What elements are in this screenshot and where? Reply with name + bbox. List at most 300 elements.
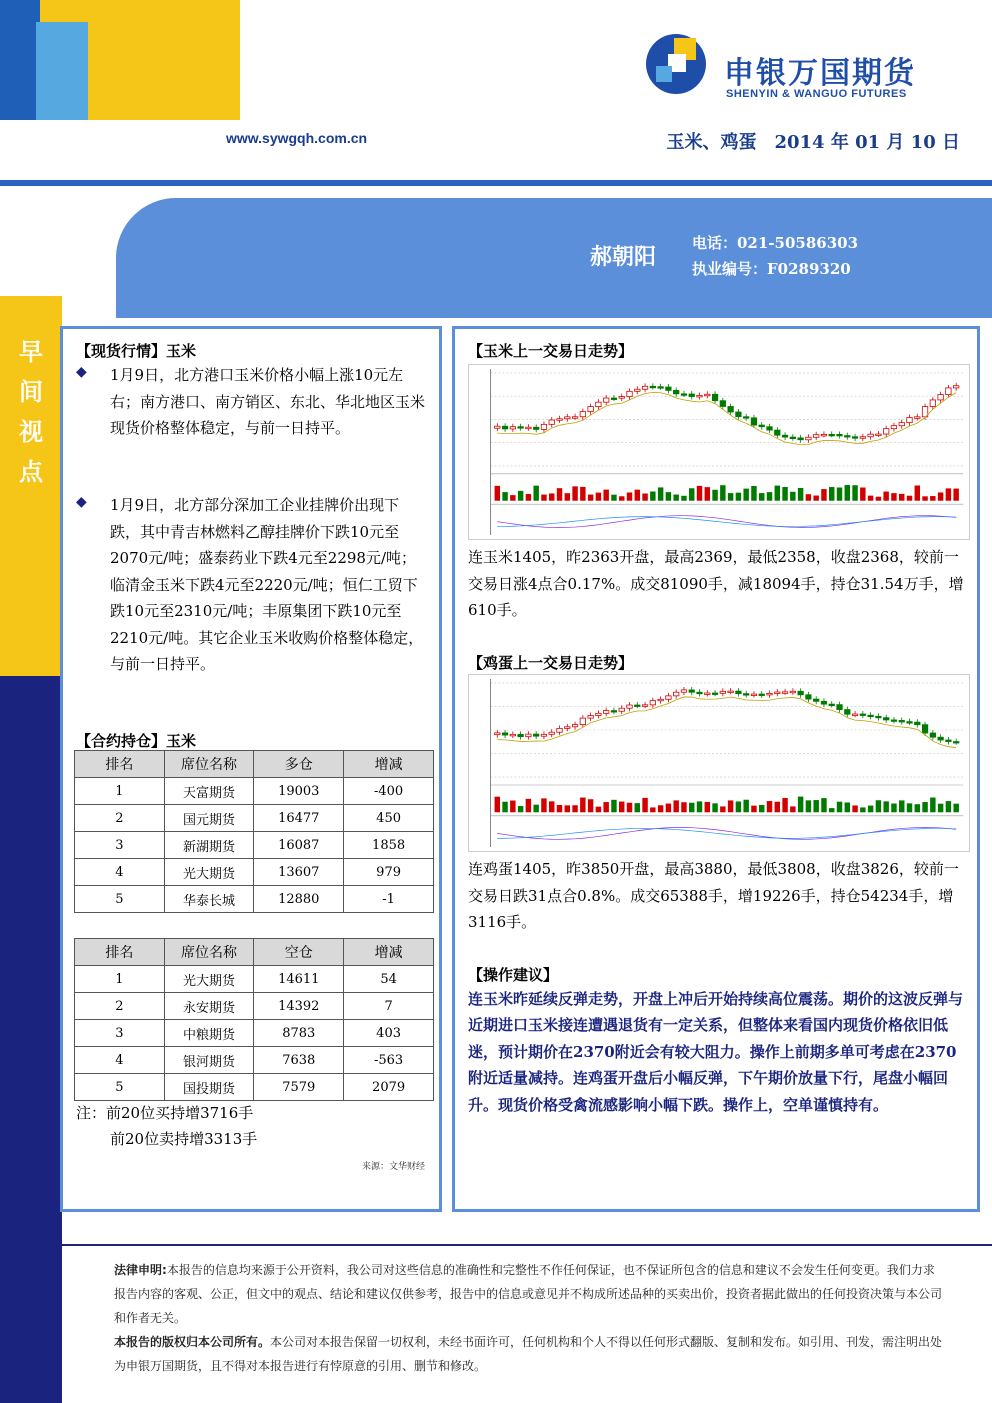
candle-body — [759, 694, 764, 695]
volume-bar — [806, 494, 811, 500]
candle-body — [852, 437, 857, 438]
volume-bar — [635, 803, 640, 812]
candle-body — [790, 437, 795, 438]
analyst-name: 郝朝阳 — [590, 245, 657, 270]
table-row — [75, 805, 434, 832]
moving-average-line — [497, 697, 956, 748]
volume-bar — [596, 493, 601, 501]
table-cell: 永安期货 — [164, 993, 254, 1020]
volume-bar — [790, 806, 795, 812]
volume-bar — [518, 806, 523, 812]
candle-body — [868, 715, 873, 716]
candle-body — [837, 705, 842, 710]
candle-body — [705, 394, 710, 395]
side-band-navy — [0, 676, 62, 1403]
candle-body — [541, 734, 546, 736]
table-cell: 12880 — [254, 886, 344, 913]
volume-bar — [813, 800, 818, 812]
volume-bar — [666, 492, 671, 501]
candle-body — [689, 690, 694, 692]
volume-bar — [689, 803, 694, 813]
candle-body — [565, 417, 570, 419]
table-row — [75, 778, 434, 805]
candle-body — [658, 699, 663, 700]
candle-body — [915, 722, 920, 725]
volume-bar — [611, 495, 616, 501]
candle-body — [953, 742, 958, 743]
table-cell: 1 — [75, 778, 165, 805]
table-cell: 光大期货 — [164, 859, 254, 886]
table-cell: 国投期货 — [164, 1074, 254, 1101]
candle-body — [697, 395, 702, 396]
volume-bar — [495, 486, 500, 501]
volume-bar — [845, 802, 850, 812]
candle-body — [658, 387, 663, 388]
legal-paragraph-2 — [114, 1330, 944, 1378]
legal-heading: 法律申明: — [114, 1263, 167, 1277]
candle-body — [899, 423, 904, 426]
candle-body — [650, 386, 655, 387]
candle-body — [549, 732, 554, 734]
candle-body — [502, 733, 507, 735]
candle-body — [533, 427, 538, 429]
volume-bar — [720, 806, 725, 812]
volume-bar — [821, 798, 826, 812]
volume-bar — [883, 801, 888, 812]
volume-bar — [953, 804, 958, 813]
volume-bar — [673, 800, 678, 812]
candle-body — [572, 725, 577, 727]
candle-body — [642, 386, 647, 389]
volume-bar — [821, 489, 826, 501]
candle-body — [883, 429, 888, 434]
volume-bar — [899, 800, 904, 812]
candle-body — [821, 434, 826, 435]
volume-bar — [876, 800, 881, 812]
spot-heading: 【现货行情】玉米 — [76, 342, 197, 360]
candle-body — [806, 695, 811, 699]
candle-body — [557, 728, 562, 732]
candle-body — [922, 725, 927, 733]
legal-paragraph-1 — [114, 1258, 944, 1330]
volume-bar — [860, 807, 865, 812]
volume-bar — [642, 494, 647, 501]
table-cell: 14392 — [254, 993, 344, 1020]
candle-body — [946, 388, 951, 395]
candle-body — [743, 417, 748, 418]
candle-body — [915, 417, 920, 418]
candle-body — [829, 434, 834, 435]
egg-summary: 连鸡蛋1405，昨3850开盘，最高3880，最低3808，收盘3826，较前一交易日跌31点合0.8%。成交65388手，增19226手，持仓54234手，增3116手。 — [468, 860, 959, 931]
volume-bar — [549, 801, 554, 812]
volume-bar — [712, 490, 717, 501]
volume-bar — [852, 805, 857, 812]
candle-body — [510, 734, 515, 735]
candle-body — [728, 406, 733, 412]
table-cell: 7579 — [254, 1074, 344, 1101]
volume-bar — [938, 804, 943, 813]
table-cell: 国元期货 — [164, 805, 254, 832]
table-cell: 16477 — [254, 805, 344, 832]
analyst-contact — [692, 230, 858, 282]
indicator-line — [497, 516, 956, 528]
table-row — [75, 993, 434, 1020]
table-cell: -563 — [344, 1047, 434, 1074]
table-header-cell: 排名 — [75, 939, 165, 966]
copyright-text: 本公司对本报告保留一切权利，未经书面许可，任何机构和个人不得以任何形式翻版、复制和发布。如引用、刊发，需注明出处为申银万国期货，且不得对本报告进行有悖原意的引用、删节和修改。 — [114, 1335, 943, 1373]
candle-body — [518, 734, 523, 736]
candle-body — [728, 691, 733, 692]
candle-body — [798, 438, 803, 440]
volume-bar — [891, 493, 896, 501]
volume-bar — [588, 799, 593, 812]
candle-body — [619, 397, 624, 399]
side-label — [14, 332, 48, 492]
volume-bar — [635, 490, 640, 501]
candle-body — [596, 402, 601, 406]
volume-bar — [806, 800, 811, 812]
candle-body — [720, 691, 725, 693]
candle-body — [541, 424, 546, 429]
volume-bar — [510, 495, 515, 501]
volume-bar — [673, 495, 678, 501]
website-link[interactable]: www.sywgqh.com.cn — [226, 130, 368, 146]
spot-bullet-text: 1月9日，北方部分深加工企业挂牌价出现下跌，其中青吉林燃料乙醇挂牌价下跌10元至2070元/吨；盛泰药业下跌4元至2298元/吨；临清金玉米下跌4元至2220元/吨；恒仁工贸下跌10元至2310元/吨；丰原集团下跌10元至2210元/吨。其它企业玉米收购价格整体稳定，与前一日持平。 — [110, 496, 424, 673]
data-source: 来源：文华财经 — [362, 1162, 426, 1172]
table-row — [75, 832, 434, 859]
volume-bar — [837, 488, 842, 501]
candle-body — [868, 434, 873, 437]
volume-bar — [697, 801, 702, 812]
volume-bar — [720, 485, 725, 501]
volume-bar — [666, 804, 671, 813]
candle-body — [852, 714, 857, 715]
volume-bar — [852, 485, 857, 500]
candle-body — [876, 716, 881, 717]
candle-body — [666, 696, 671, 699]
short-position-table — [74, 938, 434, 1101]
volume-bar — [518, 491, 523, 501]
volume-bar — [922, 496, 927, 500]
candle-body — [953, 386, 958, 388]
side-band-white — [0, 186, 62, 296]
table-header-cell: 增减 — [344, 751, 434, 778]
table-cell: 1 — [75, 966, 165, 993]
table-cell: 14611 — [254, 966, 344, 993]
side-label-char: 早 — [19, 337, 43, 366]
diamond-icon: ◆ — [76, 364, 87, 380]
volume-bar — [775, 486, 780, 501]
table-cell: 4 — [75, 1047, 165, 1074]
corn-heading: 【玉米上一交易日走势】 — [468, 342, 634, 360]
volume-bar — [775, 802, 780, 813]
volume-bar — [743, 489, 748, 501]
table-row — [75, 859, 434, 886]
candle-body — [790, 691, 795, 692]
candle-body — [526, 427, 531, 428]
table-cell: 7 — [344, 993, 434, 1020]
volume-bar — [681, 496, 686, 501]
volume-bar — [619, 802, 624, 813]
candle-body — [635, 705, 640, 706]
candle-body — [806, 437, 811, 440]
volume-bar — [736, 493, 741, 501]
egg-candlestick-chart — [468, 674, 970, 852]
volume-bar — [907, 496, 912, 501]
candle-body — [580, 412, 585, 417]
volume-bar — [533, 486, 538, 501]
volume-bar — [510, 801, 515, 813]
candle-body — [526, 734, 531, 737]
table-row — [75, 1047, 434, 1074]
table-cell: 19003 — [254, 778, 344, 805]
volume-bar — [728, 800, 733, 812]
candle-body — [946, 740, 951, 742]
long-position-table — [74, 750, 434, 913]
candle-body — [751, 694, 756, 695]
volume-bar — [642, 798, 647, 812]
volume-bar — [502, 802, 507, 813]
candle-body — [891, 426, 896, 429]
table-cell: 5 — [75, 886, 165, 913]
volume-bar — [603, 490, 608, 501]
table-cell: 403 — [344, 1020, 434, 1047]
volume-bar — [697, 486, 702, 501]
candle-body — [883, 718, 888, 720]
table-header-row — [75, 939, 434, 966]
candle-body — [782, 435, 787, 437]
candle-body — [596, 713, 601, 715]
table-cell: 光大期货 — [164, 966, 254, 993]
volume-bar — [712, 803, 717, 812]
candle-body — [603, 398, 608, 402]
volume-bar — [572, 486, 577, 500]
volume-bar — [728, 493, 733, 501]
copyright-heading: 本报告的版权归本公司所有。 — [114, 1335, 271, 1349]
analyst-banner — [116, 198, 992, 318]
holdings-note-2: 前20位卖持增3313手 — [110, 1130, 258, 1148]
volume-bar — [751, 486, 756, 501]
candle-body — [767, 427, 772, 430]
candle-body — [712, 394, 717, 400]
volume-bar — [495, 797, 500, 813]
advice-text: 连玉米昨延续反弹走势，开盘上冲后开始持续高位震荡。期价的这波反弹与近期进口玉米接连遭遇退货有一定关系，但整体来看国内现货价格依旧低迷，预计期价在2370附近会有较大阻力。操作上前期多单可考虑在2370附近适量减持。连鸡蛋开盘后小幅反弹，下午期价放量下行，尾盘小幅回升。现货价格受禽流感影响小幅下跌。操作上，空单谨慎持有。 — [468, 990, 964, 1114]
volume-bar — [767, 801, 772, 812]
volume-bar — [829, 487, 834, 501]
table-cell: 8783 — [254, 1020, 344, 1047]
candle-body — [845, 710, 850, 715]
volume-bar — [938, 492, 943, 500]
candle-body — [619, 708, 624, 711]
candle-body — [798, 691, 803, 695]
table-cell: 华泰长城 — [164, 886, 254, 913]
volume-bar — [837, 802, 842, 813]
candle-body — [495, 733, 500, 735]
candle-body — [518, 427, 523, 428]
analyst-phone: 电话：021-50586303 — [692, 234, 859, 252]
side-label-char: 点 — [19, 457, 43, 486]
table-cell: 2 — [75, 805, 165, 832]
volume-bar — [541, 798, 546, 812]
table-cell: 54 — [344, 966, 434, 993]
table-header-cell: 增减 — [344, 939, 434, 966]
table-cell: 13607 — [254, 859, 344, 886]
volume-bar — [922, 802, 927, 812]
candle-body — [603, 711, 608, 714]
egg-heading: 【鸡蛋上一交易日走势】 — [468, 654, 634, 672]
candle-body — [720, 401, 725, 407]
footer-divider — [62, 1244, 992, 1246]
spot-bullet-text: 1月9日，北方港口玉米价格小幅上涨10元左右；南方港口、南方销区、东北、华北地区玉米现货价格整体稳定，与前一日持平。 — [110, 366, 426, 437]
volume-bar — [526, 799, 531, 812]
volume-bar — [627, 803, 632, 813]
volume-bar — [557, 805, 562, 812]
candle-body — [627, 705, 632, 708]
volume-bar — [915, 485, 920, 500]
table-cell: -400 — [344, 778, 434, 805]
candle-body — [775, 692, 780, 693]
volume-bar — [891, 804, 896, 813]
table-header-cell: 空仓 — [254, 939, 344, 966]
table-cell: 3 — [75, 832, 165, 859]
brand-name-en: SHENYIN & WANGUO FUTURES — [726, 88, 907, 100]
volume-bar — [689, 488, 694, 500]
candle-body — [759, 425, 764, 427]
volume-bar — [541, 495, 546, 501]
volume-bar — [565, 493, 570, 501]
candle-body — [673, 390, 678, 393]
volume-bar — [549, 493, 554, 500]
candle-body — [502, 426, 507, 429]
volume-bar — [526, 494, 531, 501]
spot-bullet-1 — [76, 362, 430, 442]
table-cell: 979 — [344, 859, 434, 886]
table-cell: -1 — [344, 886, 434, 913]
volume-bar — [953, 489, 958, 501]
candle-body — [650, 701, 655, 705]
side-label-char: 间 — [19, 377, 43, 406]
indicator-line — [497, 827, 956, 839]
volume-bar — [580, 487, 585, 501]
volume-bar — [705, 802, 710, 812]
candle-body — [681, 394, 686, 395]
volume-bar — [868, 496, 873, 501]
candle-body — [697, 692, 702, 693]
candle-body — [813, 699, 818, 701]
volume-bar — [860, 488, 865, 501]
table-cell: 2079 — [344, 1074, 434, 1101]
candle-body — [580, 718, 585, 725]
candle-body — [689, 394, 694, 397]
candle-body — [736, 412, 741, 417]
legal-disclaimer — [114, 1258, 944, 1378]
candle-body — [549, 420, 554, 424]
volume-bar — [767, 492, 772, 501]
candle-body — [572, 417, 577, 418]
volume-bar — [611, 800, 616, 812]
table-header-cell: 多仓 — [254, 751, 344, 778]
volume-bar — [907, 803, 912, 812]
analyst-license: 执业编号：F0289320 — [692, 260, 851, 278]
volume-bar — [782, 487, 787, 501]
table-header-cell: 席位名称 — [164, 939, 254, 966]
candle-body — [821, 701, 826, 704]
volume-bar — [798, 488, 803, 501]
candle-body — [736, 691, 741, 694]
holdings-heading: 【合约持仓】玉米 — [76, 732, 197, 750]
volume-bar — [619, 496, 624, 500]
candle-body — [767, 693, 772, 695]
candle-body — [712, 693, 717, 694]
table-cell: 天富期货 — [164, 778, 254, 805]
volume-bar — [596, 807, 601, 813]
legal-text: 本报告的信息均来源于公开资料，我公司对这些信息的准确性和完整性不作任何保证，也不保证所包含的信息和建议不会发生任何变更。我们力求报告内容的客观、公正，但文中的观点、结论和建议仅供参考，报告中的信息或意见并不构成所述品种的买卖出价，投资者据此做出的任何投资决策与本公司和作者无关。 — [114, 1263, 943, 1325]
volume-bar — [572, 805, 577, 812]
volume-bar — [627, 492, 632, 500]
volume-bar — [580, 798, 585, 813]
volume-bar — [759, 493, 764, 501]
candle-body — [930, 733, 935, 737]
corn-candlestick-chart — [468, 364, 970, 540]
candle-body — [813, 435, 818, 438]
corn-summary: 连玉米1405，昨2363开盘，最高2369，最低2358，收盘2368，较前一交易日涨4点合0.17%。成交81090手，减18094手，持仓31.54万手，增610手。 — [468, 548, 964, 619]
candle-body — [930, 400, 935, 407]
candle-body — [907, 417, 912, 422]
candle-body — [705, 693, 710, 694]
header-decoration-lightblue — [36, 22, 88, 120]
volume-bar — [915, 804, 920, 812]
table-cell: 1858 — [344, 832, 434, 859]
volume-bar — [790, 492, 795, 501]
table-row — [75, 1074, 434, 1101]
volume-bar — [751, 806, 756, 813]
table-cell: 3 — [75, 1020, 165, 1047]
volume-bar — [736, 801, 741, 812]
candle-body — [627, 391, 632, 396]
volume-bar — [946, 488, 951, 500]
candle-body — [860, 437, 865, 438]
table-header-cell: 席位名称 — [164, 751, 254, 778]
candle-body — [673, 692, 678, 696]
volume-bar — [845, 485, 850, 501]
candle-body — [533, 734, 538, 736]
volume-bar — [930, 496, 935, 501]
volume-bar — [876, 497, 881, 501]
table-cell: 5 — [75, 1074, 165, 1101]
table-cell: 16087 — [254, 832, 344, 859]
volume-bar — [782, 798, 787, 812]
header-divider — [0, 180, 992, 186]
volume-bar — [681, 802, 686, 812]
table-cell: 4 — [75, 859, 165, 886]
volume-bar — [798, 797, 803, 813]
table-row — [75, 966, 434, 993]
table-cell: 450 — [344, 805, 434, 832]
table-cell: 银河期货 — [164, 1047, 254, 1074]
table-header-row — [75, 751, 434, 778]
diamond-icon: ◆ — [76, 494, 87, 510]
candle-body — [611, 711, 616, 712]
candle-body — [891, 720, 896, 721]
volume-bar — [502, 492, 507, 501]
volume-bar — [588, 495, 593, 501]
table-header-cell: 排名 — [75, 751, 165, 778]
table-cell: 中粮期货 — [164, 1020, 254, 1047]
volume-bar — [565, 805, 570, 812]
candle-body — [860, 714, 865, 715]
volume-bar — [533, 805, 538, 813]
holdings-note-1: 注：前20位买持增3716手 — [76, 1104, 254, 1122]
